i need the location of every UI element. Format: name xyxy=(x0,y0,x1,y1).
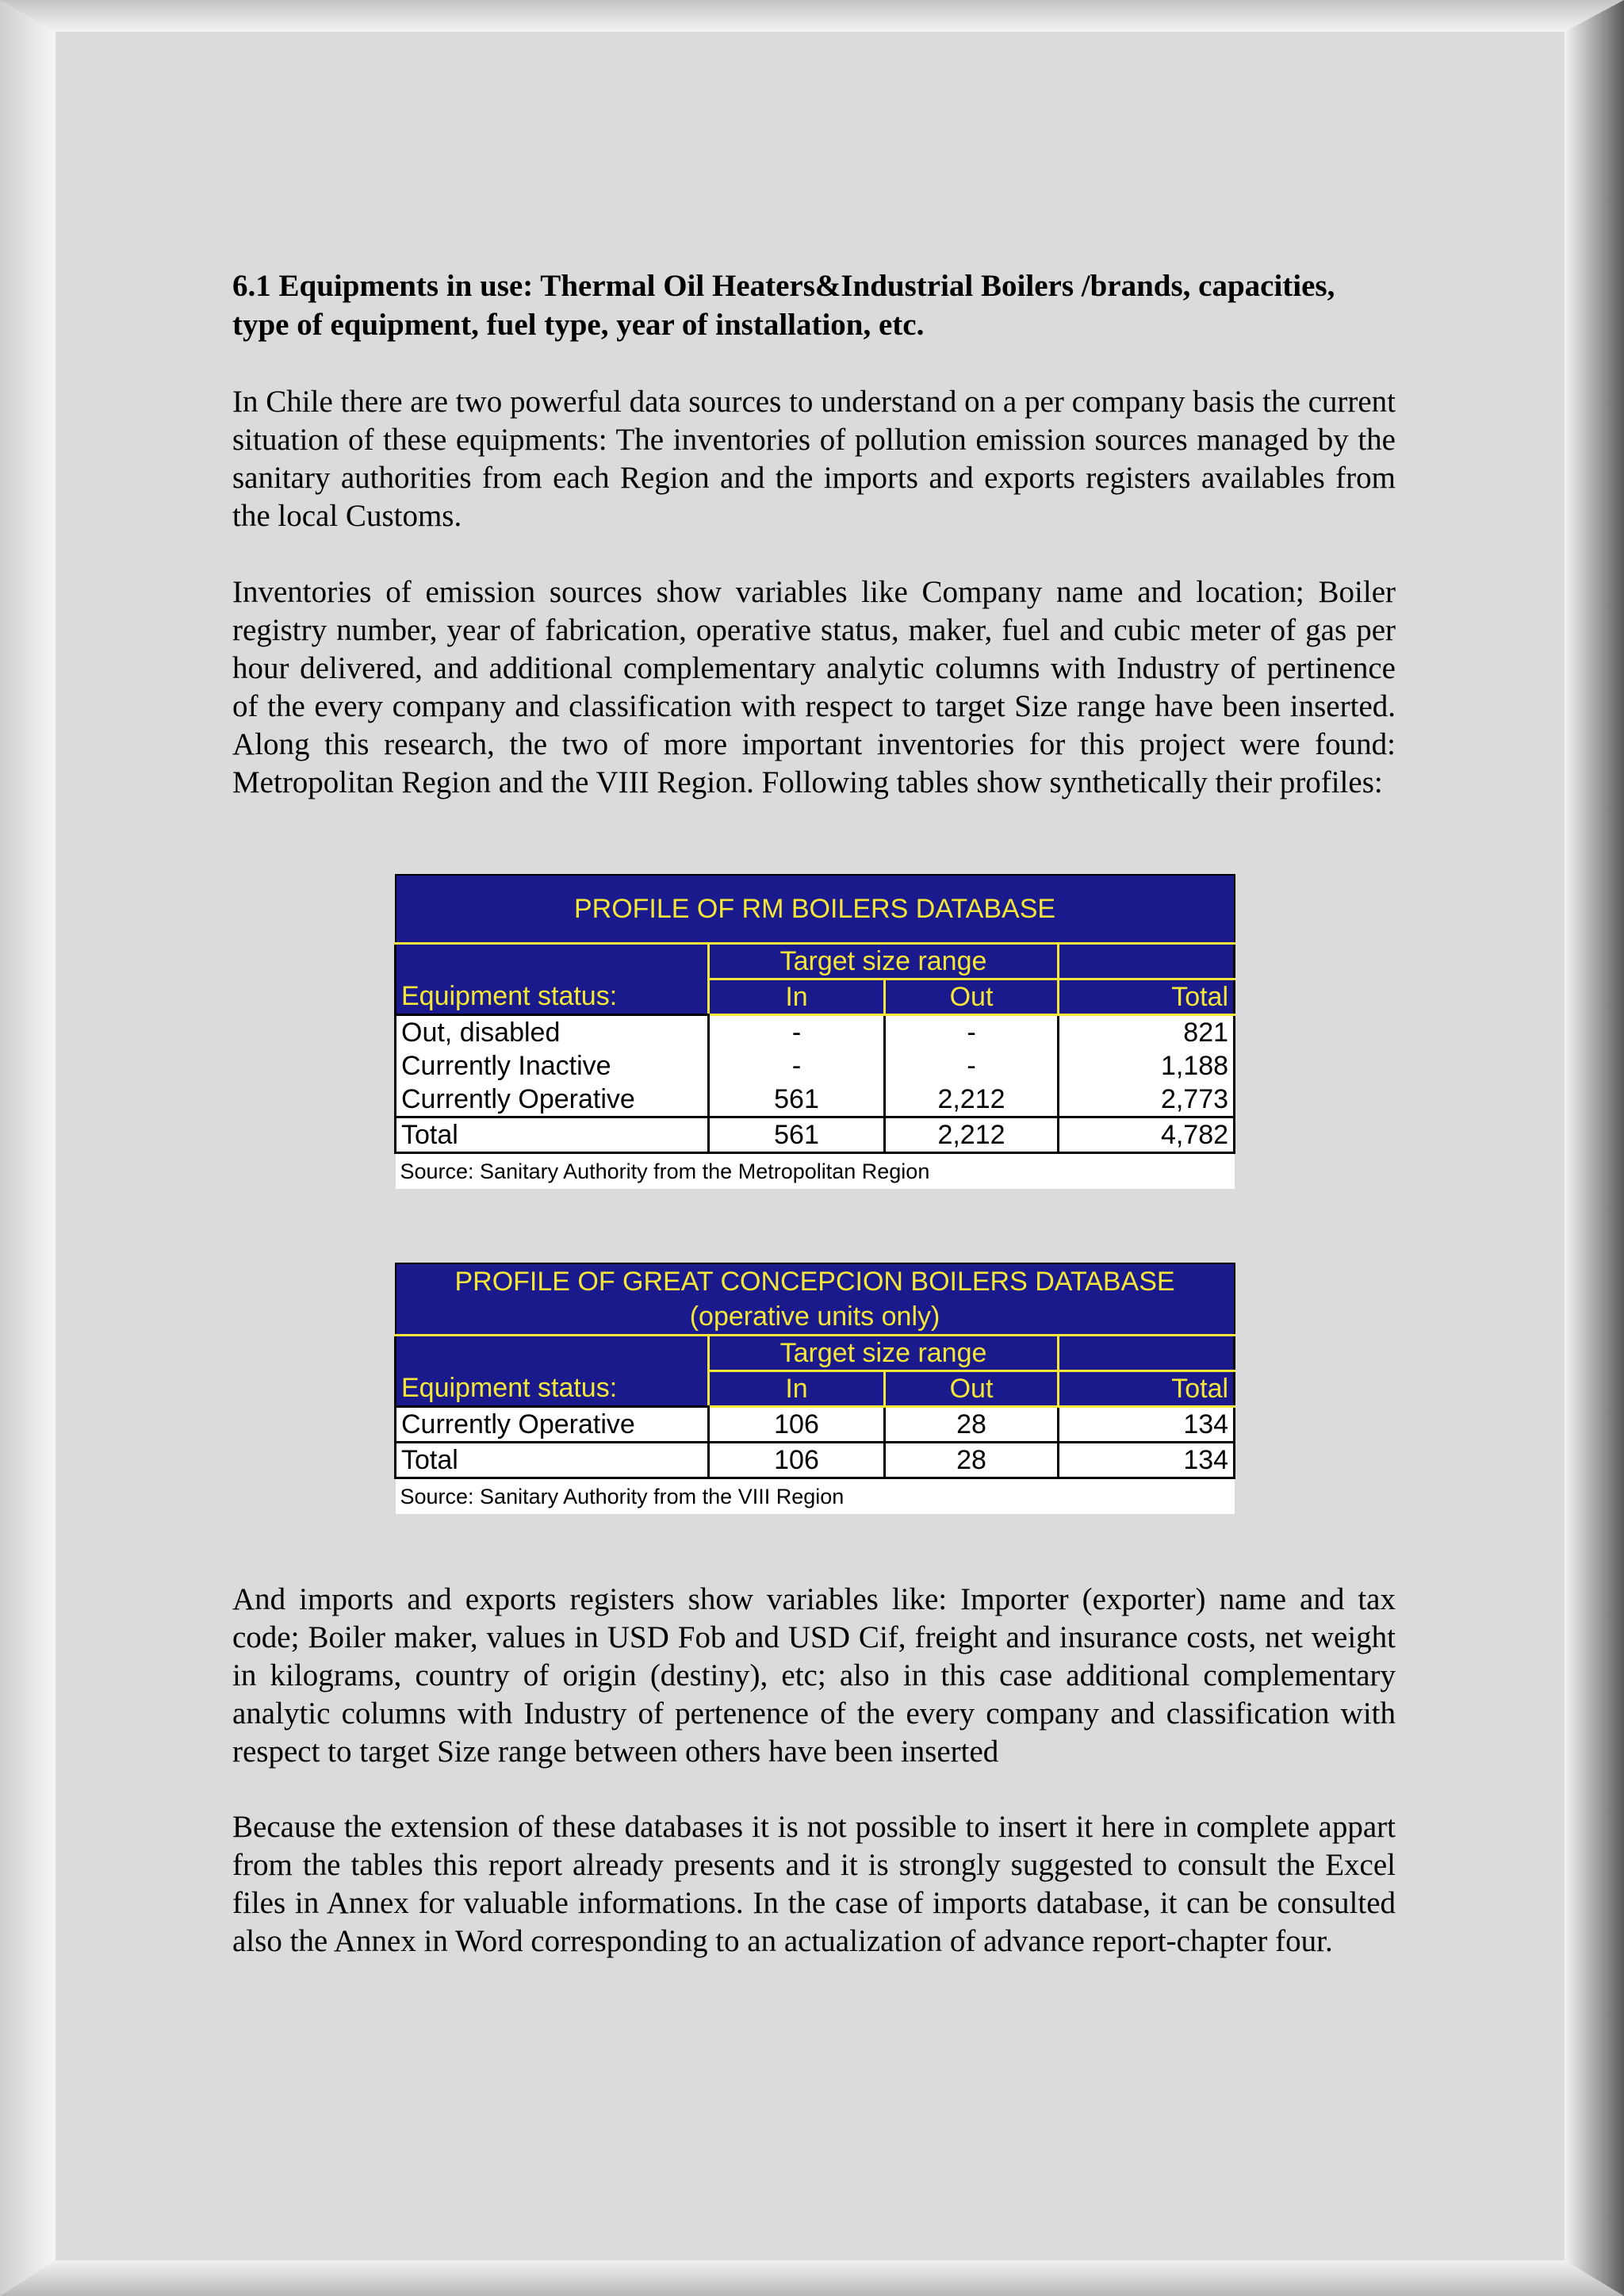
table-row: Currently Operative 561 2,212 2,773 xyxy=(396,1083,1235,1117)
table-source: Source: Sanitary Authority from the VIII Region xyxy=(396,1478,1235,1515)
paragraph-inventories: Inventories of emission sources show variables like Company name and location; Boiler registry number, year of fabrication, operative status, maker, fuel and cubic meter of gas per hour delivered, and additional complementary analytic columns with Industry of pertinence of the every company and classification with respect to target Size range have been inserted. Along this research, the two of more important inventories for this project were found: Metropolitan Region and the VIII Region. Following tables show synthetically their profiles: xyxy=(232,575,1396,799)
table-title-line1: PROFILE OF GREAT CONCEPCION BOILERS DATABASE xyxy=(454,1267,1175,1297)
col-equipment-status: Equipment status: xyxy=(396,979,709,1015)
paragraph-imports-exports: And imports and exports registers show variables like: Importer (exporter) name and tax code; Boiler maker, values in USD Fob and USD Cif, freight and insurance costs, net weight in kilograms, country of origin (destiny), etc; also in this case additional complementary analytic columns with Industry of pertenence of the every company and classification with respect to target Size range between others have been inserted xyxy=(232,1582,1396,1769)
table-row-total: Total 106 28 134 xyxy=(396,1443,1235,1478)
section-heading: 6.1 Equipments in use: Thermal Oil Heaters&Industrial Boilers /brands, capacities, type of equipment, fuel type, year of installation, etc. xyxy=(232,269,1335,342)
col-in: In xyxy=(709,1371,885,1407)
table-source: Source: Sanitary Authority from the Metropolitan Region xyxy=(396,1153,1235,1190)
col-in: In xyxy=(709,979,885,1015)
col-out: Out xyxy=(885,1371,1059,1407)
table-row: Out, disabled - - 821 xyxy=(396,1015,1235,1050)
target-size-range-header: Target size range xyxy=(709,944,1059,979)
table-row: Currently Inactive - - 1,188 xyxy=(396,1049,1235,1083)
table-row: Currently Operative 106 28 134 xyxy=(396,1407,1235,1443)
paragraph-data-sources: In Chile there are two powerful data sources to understand on a per company basis the current situation of these equipments: The inventories of pollution emission sources managed by the sanitary authorities from each Region and the imports and exports registers availables from the local Customs. xyxy=(232,385,1396,533)
table-title-line2: (operative units only) xyxy=(689,1301,940,1332)
col-total: Total xyxy=(1059,1371,1235,1407)
concepcion-boilers-table xyxy=(394,1263,1235,1514)
col-out: Out xyxy=(885,979,1059,1015)
table-title: PROFILE OF RM BOILERS DATABASE xyxy=(396,875,1235,944)
target-size-range-header: Target size range xyxy=(709,1336,1059,1371)
table-row-total: Total 561 2,212 4,782 xyxy=(396,1117,1235,1153)
table-title xyxy=(396,1263,1235,1336)
col-equipment-status: Equipment status: xyxy=(396,1371,709,1407)
col-total: Total xyxy=(1059,979,1235,1015)
paragraph-annex: Because the extension of these databases it is not possible to insert it here in complete appart from the tables this report already presents and it is strongly suggested to consult the Excel files in Annex for valuable informations. In the case of imports database, it can be consulted also the Annex in Word corresponding to an actualization of advance report-chapter four. xyxy=(232,1810,1396,1958)
rm-boilers-table xyxy=(394,874,1235,1189)
